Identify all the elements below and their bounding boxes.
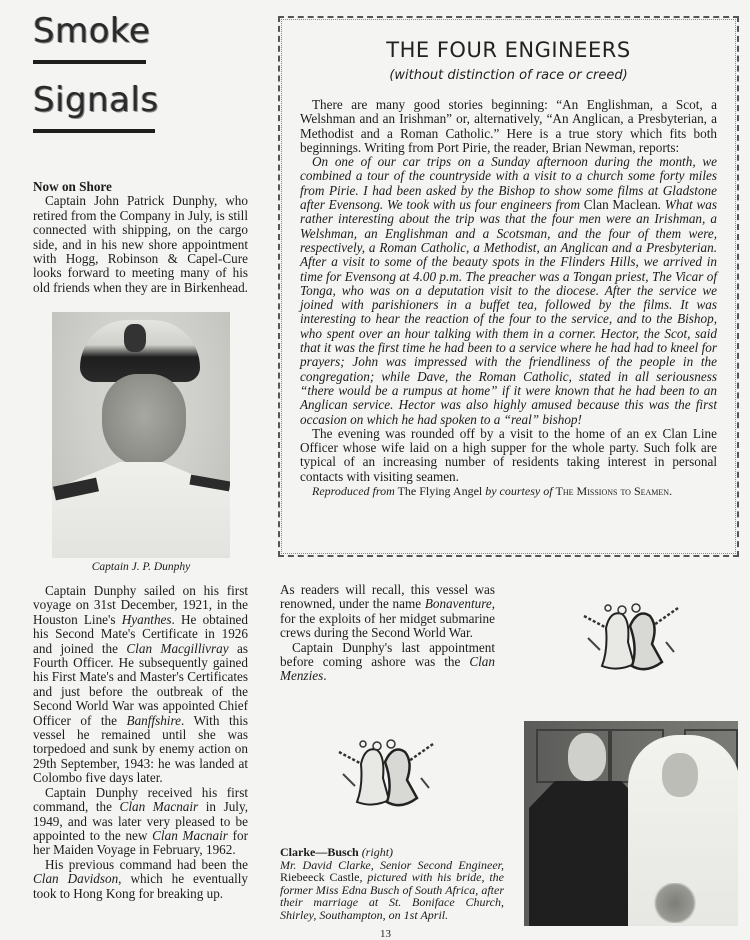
cap-badge xyxy=(124,324,146,352)
wedding-heading: Clarke—Busch xyxy=(280,845,359,859)
masthead-rule xyxy=(33,129,155,133)
text-run: in July, 1949, and was later very pleased to be appointed to the new xyxy=(33,799,248,843)
wedding-caption-text xyxy=(280,859,504,922)
wedding-caption xyxy=(280,846,504,922)
ship-name: Bonaventure xyxy=(424,596,492,612)
ship-name: Hyanthes xyxy=(121,611,172,627)
face-shape xyxy=(102,374,186,466)
text-run: Reproduced from xyxy=(312,484,395,499)
body-paragraph xyxy=(33,786,248,858)
text-run: On one of our car trips on a Sunday afternoon during the month, we combined a tour of the countryside with a visit to a church some forty miles from Pirie. I had been asked by the Bishop to show some films at Gladstone after Evensong. We took with us four engineers from xyxy=(300,154,717,213)
article-subtitle: (without distinction of race or creed) xyxy=(389,68,628,83)
bouquet xyxy=(652,883,698,923)
text-run: Mr. David Clarke, Senior Second Engineer, xyxy=(280,857,504,872)
wedding-bells-icon xyxy=(333,734,439,812)
text-run: . xyxy=(323,668,327,684)
text-run: . He obtained his Second Mate's Certificate in 1926 and joined the xyxy=(33,611,248,656)
text-run: , for the exploits of her midget submarine crews during the Second World War. xyxy=(280,596,495,641)
intro-paragraph: There are many good stories beginning: “An Englishman, a Scot, a Welshman and an Irishman” or, alternatively, “An Anglican, a Presbyterian, a Methodist and a Roman Catholic.” Here is a true story which fits both beginnings. Writing from Port Pirie, the reader, Brian Newman, reports: xyxy=(300,97,717,155)
text-run: , which he eventually took to Hong Kong for breaking up. xyxy=(33,871,248,901)
dunphy-career-text xyxy=(33,584,248,901)
text-run: for her Maiden Voyage in February, 1962. xyxy=(33,827,248,858)
masthead-word-signals: Signals xyxy=(33,80,159,120)
wedding-bells-icon xyxy=(578,598,684,676)
article-body xyxy=(300,98,717,498)
section-heading: Now on Shore xyxy=(33,179,112,194)
intro-paragraph: Captain John Patrick Dunphy, who retired from the Company in July, is still connected with shipping, on the cargo side, and in his new shore appointment with Hogg, Robinson & Capel-Cure looks forward to meeting many of his old friends when they are in Birkenhead. xyxy=(33,193,248,295)
heading-note: (right) xyxy=(361,845,394,859)
captain-photo xyxy=(52,312,230,558)
body-paragraph xyxy=(280,641,495,684)
body-paragraph xyxy=(280,583,495,641)
text-run: . What was rather interesting about the trip was that the four men were an Irishman, a Welshman, an Englishman and a Scotsman, and the four of them were, respectively, a Roman Catholic, a Methodist, an Anglican and a Presbyterian. After a visit to some of the beauty spots in the Flinders Hills, we arrived in time for Evensong at 4.00 p.m. The preacher was a Tongan priest, The Vicar of Tonga, who was on a deputation visit to the diocese. After the service we joined with parishioners in a buffet tea, followed by the films. It was interesting to hear the reaction of the four to the service, and to the Bishop, who spent over an hour talking with them in a corner. Hector, the Scot, said that it was the first time he had been to a service where he had had to kneel for prayers; John was impressed with the friendliness of the people in the congregation; while Dave, the Roman Catholic, stated in all seriousness “there would be a rumpus at home” if it were known that he had been to an Anglican service. Hector was also highly amused because this was the first occasion on which he had spoken to a “real” bishop! xyxy=(300,197,717,427)
masthead-rule xyxy=(33,60,146,64)
body-paragraph xyxy=(33,584,248,786)
text-run: as Fourth Officer. He subsequently gained his First Mate's and Master's Certificates and just before the outbreak of the Second World War was appointed Chief Officer of the xyxy=(33,640,248,728)
ship-name: Clan Menzies xyxy=(280,654,495,684)
text-run: Captain Dunphy sailed on his first voyage on 31st December, 1921, in the Houston Line's xyxy=(33,583,248,627)
four-engineers-box xyxy=(278,16,739,557)
groom-head xyxy=(568,733,606,781)
text-run: . With this vessel he remained until she was torpedoed and sunk by enemy action on 29th September, 1943: he was landed at Colombo five days later. xyxy=(33,712,248,786)
masthead-word-smoke: Smoke xyxy=(33,11,151,51)
text-run: As readers will recall, this vessel was renowned, under the name xyxy=(280,582,495,612)
dunphy-career-continued xyxy=(280,583,495,684)
bride-head xyxy=(662,753,698,797)
masthead xyxy=(33,12,158,133)
text-run: Captain Dunphy's last appointment before coming ashore was the xyxy=(280,639,495,670)
now-on-shore-article xyxy=(33,180,248,295)
publication-name: The Flying Angel xyxy=(397,484,483,499)
ship-name: Banffshire xyxy=(126,712,181,728)
text-run: by courtesy of xyxy=(485,484,553,499)
ship-name: Clan Macgillivray xyxy=(126,640,229,656)
credit-line xyxy=(300,484,717,498)
organisation-name: The Missions to Seamen. xyxy=(555,484,673,499)
body-paragraph xyxy=(33,858,248,901)
text-run: His previous command had been the xyxy=(45,856,248,872)
photo-caption: Captain J. P. Dunphy xyxy=(91,561,191,573)
ship-name: Clan Macnair xyxy=(152,827,228,843)
ship-name: Clan Maclean xyxy=(583,197,658,213)
text-run: Captain Dunphy received his first command, the xyxy=(33,784,248,815)
quoted-letter xyxy=(300,155,717,427)
closing-paragraph: The evening was rounded off by a visit to the home of an ex Clan Line Officer whose wife laid on a high supper for the whole party. Such folk are typical of an increasing number of residents taking interest in personal contacts with visiting seamen. xyxy=(300,425,717,484)
article-title: THE FOUR ENGINEERS xyxy=(386,38,631,62)
ship-name: Riebeeck Castle xyxy=(280,870,360,885)
ship-name: Clan Macnair xyxy=(119,799,199,815)
wedding-photo xyxy=(524,721,738,926)
ship-name: Clan Davidson xyxy=(33,871,119,887)
page-number: 13 xyxy=(380,928,391,940)
text-run: , pictured with his bride, the former Miss Edna Busch of South Africa, after their marriage at St. Boniface Church, Shirley, Southampton, on 1st April. xyxy=(280,870,504,922)
